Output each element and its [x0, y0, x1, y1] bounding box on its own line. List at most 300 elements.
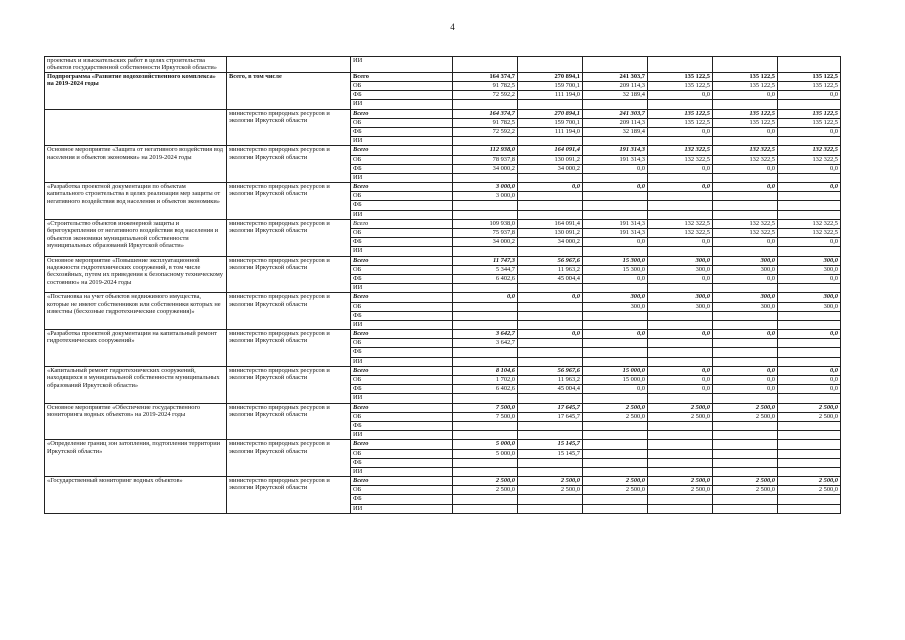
amount-cell: 34 000,2 — [518, 164, 583, 173]
amount-cell — [713, 247, 778, 256]
amount-cell: 2 500,0 — [648, 403, 713, 412]
amount-cell: 135 122,5 — [713, 72, 778, 81]
amount-cell — [518, 357, 583, 366]
amount-cell: 112 938,0 — [453, 146, 518, 155]
table-row — [45, 219, 841, 228]
amount-cell — [453, 421, 518, 430]
amount-cell: 300,0 — [583, 293, 648, 302]
activity-description: «Капитальный ремонт гидротехнических сооружений, находящихся в муниципальной собственности муниципальных образований Иркутской области» — [45, 366, 227, 403]
amount-cell: 15 300,0 — [583, 256, 648, 265]
amount-cell: 2 500,0 — [583, 403, 648, 412]
amount-cell — [453, 348, 518, 357]
amount-cell — [713, 339, 778, 348]
amount-cell — [648, 192, 713, 201]
amount-cell — [583, 210, 648, 219]
responsible-executor: министерство природных ресурсов и экологии Иркутской области — [227, 366, 351, 403]
amount-cell: 11 963,2 — [518, 265, 583, 274]
amount-cell — [583, 440, 648, 449]
amount-cell: 78 937,8 — [453, 155, 518, 164]
amount-cell — [518, 201, 583, 210]
amount-cell — [648, 348, 713, 357]
amount-cell: 135 122,5 — [778, 82, 841, 91]
amount-cell — [453, 137, 518, 146]
amount-cell — [648, 247, 713, 256]
amount-cell: 300,0 — [778, 265, 841, 274]
amount-cell: 32 189,4 — [583, 91, 648, 100]
amount-cell: 8 104,6 — [453, 366, 518, 375]
amount-cell: 300,0 — [713, 302, 778, 311]
funding-source: ФБ — [351, 238, 453, 247]
amount-cell — [778, 394, 841, 403]
amount-cell: 91 782,5 — [453, 82, 518, 91]
amount-cell — [778, 57, 841, 73]
amount-cell — [648, 311, 713, 320]
funding-source: ФБ — [351, 348, 453, 357]
amount-cell — [518, 495, 583, 504]
amount-cell: 0,0 — [713, 127, 778, 136]
amount-cell — [648, 57, 713, 73]
amount-cell: 1 702,0 — [453, 376, 518, 385]
amount-cell: 135 122,5 — [778, 72, 841, 81]
amount-cell: 0,0 — [713, 366, 778, 375]
funding-source: ФБ — [351, 127, 453, 136]
amount-cell — [713, 421, 778, 430]
amount-cell — [778, 348, 841, 357]
table-row — [45, 403, 841, 412]
funding-source: ОБ — [351, 82, 453, 91]
amount-cell — [778, 339, 841, 348]
amount-cell: 135 122,5 — [713, 109, 778, 118]
funding-source: ФБ — [351, 421, 453, 430]
amount-cell: 270 894,1 — [518, 72, 583, 81]
funding-source: ИИ — [351, 100, 453, 109]
amount-cell: 130 091,2 — [518, 155, 583, 164]
amount-cell — [713, 458, 778, 467]
amount-cell — [778, 247, 841, 256]
amount-cell — [518, 247, 583, 256]
amount-cell: 0,0 — [713, 91, 778, 100]
amount-cell — [453, 210, 518, 219]
funding-source: Всего — [351, 477, 453, 486]
funding-source: ОБ — [351, 449, 453, 458]
funding-source: ОБ — [351, 302, 453, 311]
amount-cell — [518, 458, 583, 467]
amount-cell: 111 194,0 — [518, 127, 583, 136]
amount-cell: 2 500,0 — [648, 412, 713, 421]
funding-source: ИИ — [351, 320, 453, 329]
amount-cell: 45 004,4 — [518, 274, 583, 283]
amount-cell: 111 194,0 — [518, 91, 583, 100]
table-row — [45, 183, 841, 192]
amount-cell — [713, 495, 778, 504]
amount-cell — [453, 173, 518, 182]
amount-cell: 3 642,7 — [453, 339, 518, 348]
amount-cell: 0,0 — [583, 238, 648, 247]
amount-cell: 6 402,6 — [453, 385, 518, 394]
amount-cell — [778, 100, 841, 109]
activity-description: «Постановка на учет объектов недвижимого имущества, которые не имеют собственников или собственники которых не известны (бесхозные гидротехнические сооружения)» — [45, 293, 227, 330]
amount-cell — [713, 100, 778, 109]
amount-cell — [453, 431, 518, 440]
amount-cell: 2 500,0 — [778, 477, 841, 486]
amount-cell — [778, 192, 841, 201]
funding-source: ФБ — [351, 164, 453, 173]
amount-cell — [583, 348, 648, 357]
table-row — [45, 256, 841, 265]
amount-cell: 0,0 — [583, 330, 648, 339]
responsible-executor: министерство природных ресурсов и экологии Иркутской области — [227, 330, 351, 367]
amount-cell — [713, 320, 778, 329]
amount-cell: 300,0 — [648, 293, 713, 302]
amount-cell — [713, 201, 778, 210]
funding-source: ФБ — [351, 495, 453, 504]
amount-cell: 132 322,5 — [648, 219, 713, 228]
amount-cell — [583, 57, 648, 73]
table-row — [45, 57, 841, 73]
amount-cell — [778, 357, 841, 366]
amount-cell: 0,0 — [518, 330, 583, 339]
activity-description: Основное мероприятие «Повышение эксплуатационной надежности гидротехнических сооружений, в том числе бесхозяйных, путем их приведения к безопасному техническому состоянию» на 2019-2024 годы — [45, 256, 227, 293]
amount-cell — [518, 210, 583, 219]
amount-cell — [453, 100, 518, 109]
amount-cell: 0,0 — [648, 330, 713, 339]
amount-cell — [583, 495, 648, 504]
funding-source: Всего — [351, 109, 453, 118]
amount-cell — [453, 357, 518, 366]
amount-cell — [583, 284, 648, 293]
amount-cell: 132 322,5 — [778, 146, 841, 155]
amount-cell: 0,0 — [778, 164, 841, 173]
amount-cell: 0,0 — [583, 274, 648, 283]
amount-cell — [778, 320, 841, 329]
amount-cell — [778, 284, 841, 293]
amount-cell — [648, 449, 713, 458]
amount-cell: 300,0 — [713, 256, 778, 265]
amount-cell — [648, 100, 713, 109]
amount-cell: 135 122,5 — [648, 72, 713, 81]
amount-cell — [778, 495, 841, 504]
amount-cell — [713, 192, 778, 201]
amount-cell: 2 500,0 — [778, 403, 841, 412]
amount-cell: 56 967,6 — [518, 366, 583, 375]
amount-cell: 11 747,3 — [453, 256, 518, 265]
amount-cell: 0,0 — [648, 385, 713, 394]
responsible-executor: Всего, в том числе — [227, 72, 351, 109]
amount-cell: 5 000,0 — [453, 440, 518, 449]
funding-source: ФБ — [351, 201, 453, 210]
table-row — [45, 72, 841, 81]
amount-cell — [648, 320, 713, 329]
amount-cell: 132 322,5 — [778, 229, 841, 238]
amount-cell: 2 500,0 — [583, 412, 648, 421]
funding-source: Всего — [351, 366, 453, 375]
amount-cell: 132 322,5 — [713, 229, 778, 238]
amount-cell: 6 402,6 — [453, 274, 518, 283]
amount-cell: 300,0 — [778, 302, 841, 311]
funding-source: ИИ — [351, 504, 453, 513]
amount-cell — [583, 247, 648, 256]
amount-cell: 300,0 — [778, 293, 841, 302]
funding-source: ОБ — [351, 339, 453, 348]
amount-cell: 300,0 — [778, 256, 841, 265]
funding-source: ИИ — [351, 137, 453, 146]
amount-cell: 45 004,4 — [518, 385, 583, 394]
amount-cell: 32 189,4 — [583, 127, 648, 136]
amount-cell: 2 500,0 — [518, 477, 583, 486]
amount-cell — [583, 458, 648, 467]
amount-cell: 75 937,8 — [453, 229, 518, 238]
amount-cell: 0,0 — [778, 330, 841, 339]
amount-cell: 0,0 — [518, 183, 583, 192]
amount-cell: 72 592,2 — [453, 127, 518, 136]
amount-cell: 2 500,0 — [713, 486, 778, 495]
amount-cell: 34 000,2 — [453, 164, 518, 173]
amount-cell — [518, 467, 583, 476]
amount-cell — [583, 137, 648, 146]
amount-cell: 0,0 — [648, 183, 713, 192]
amount-cell — [648, 421, 713, 430]
amount-cell: 191 314,3 — [583, 146, 648, 155]
funding-source: Всего — [351, 256, 453, 265]
amount-cell — [648, 284, 713, 293]
funding-source: ОБ — [351, 155, 453, 164]
amount-cell: 3 642,7 — [453, 330, 518, 339]
funding-source: Всего — [351, 146, 453, 155]
activity-description: «Определение границ зон затопления, подтопления территории Иркутской области» — [45, 440, 227, 477]
amount-cell: 0,0 — [778, 366, 841, 375]
amount-cell — [583, 467, 648, 476]
amount-cell: 209 114,3 — [583, 118, 648, 127]
amount-cell: 109 938,0 — [453, 219, 518, 228]
amount-cell: 72 592,2 — [453, 91, 518, 100]
amount-cell — [778, 210, 841, 219]
amount-cell: 0,0 — [648, 127, 713, 136]
funding-source: ИИ — [351, 210, 453, 219]
amount-cell — [518, 431, 583, 440]
funding-source: ОБ — [351, 486, 453, 495]
amount-cell: 15 300,0 — [583, 265, 648, 274]
activity-description: «Разработка проектной документации на капитальный ремонт гидротехнических сооружений» — [45, 330, 227, 367]
amount-cell — [453, 394, 518, 403]
funding-source: ОБ — [351, 192, 453, 201]
amount-cell: 2 500,0 — [713, 403, 778, 412]
amount-cell: 164 374,7 — [453, 72, 518, 81]
amount-cell: 0,0 — [648, 164, 713, 173]
funding-source: ОБ — [351, 376, 453, 385]
amount-cell: 164 091,4 — [518, 146, 583, 155]
amount-cell: 2 500,0 — [713, 477, 778, 486]
amount-cell — [713, 311, 778, 320]
amount-cell: 34 000,2 — [453, 238, 518, 247]
amount-cell — [518, 394, 583, 403]
amount-cell: 5 344,7 — [453, 265, 518, 274]
amount-cell: 132 322,5 — [648, 229, 713, 238]
responsible-executor: министерство природных ресурсов и экологии Иркутской области — [227, 403, 351, 440]
responsible-executor: министерство природных ресурсов и экологии Иркутской области — [227, 219, 351, 256]
amount-cell: 91 782,5 — [453, 118, 518, 127]
amount-cell: 191 314,3 — [583, 229, 648, 238]
amount-cell: 300,0 — [713, 265, 778, 274]
amount-cell: 0,0 — [713, 164, 778, 173]
amount-cell: 0,0 — [713, 274, 778, 283]
amount-cell: 0,0 — [778, 376, 841, 385]
amount-cell: 132 322,5 — [648, 155, 713, 164]
funding-source: Всего — [351, 293, 453, 302]
amount-cell: 3 000,0 — [453, 192, 518, 201]
funding-source: ИИ — [351, 394, 453, 403]
amount-cell: 132 322,5 — [778, 219, 841, 228]
amount-cell: 17 645,7 — [518, 403, 583, 412]
funding-source: ОБ — [351, 229, 453, 238]
amount-cell — [583, 173, 648, 182]
amount-cell: 2 500,0 — [583, 477, 648, 486]
amount-cell: 135 122,5 — [713, 118, 778, 127]
amount-cell — [583, 357, 648, 366]
amount-cell — [518, 504, 583, 513]
amount-cell — [583, 320, 648, 329]
amount-cell: 300,0 — [583, 302, 648, 311]
amount-cell — [518, 173, 583, 182]
amount-cell — [713, 357, 778, 366]
amount-cell — [713, 284, 778, 293]
amount-cell — [778, 173, 841, 182]
amount-cell — [778, 137, 841, 146]
amount-cell: 15 000,0 — [583, 376, 648, 385]
amount-cell — [453, 284, 518, 293]
amount-cell — [453, 247, 518, 256]
activity-description: «Государственный мониторинг водных объектов» — [45, 477, 227, 514]
amount-cell — [453, 311, 518, 320]
amount-cell: 2 500,0 — [648, 477, 713, 486]
amount-cell — [713, 210, 778, 219]
amount-cell — [713, 57, 778, 73]
funding-source: Всего — [351, 330, 453, 339]
amount-cell — [518, 320, 583, 329]
amount-cell — [453, 495, 518, 504]
amount-cell: 241 303,7 — [583, 109, 648, 118]
table-row — [45, 109, 841, 118]
amount-cell: 2 500,0 — [713, 412, 778, 421]
amount-cell — [583, 192, 648, 201]
funding-source: ОБ — [351, 412, 453, 421]
amount-cell: 300,0 — [648, 256, 713, 265]
amount-cell: 0,0 — [778, 183, 841, 192]
amount-cell: 300,0 — [648, 302, 713, 311]
amount-cell: 132 322,5 — [713, 146, 778, 155]
amount-cell — [713, 467, 778, 476]
funding-source: ИИ — [351, 467, 453, 476]
amount-cell — [453, 302, 518, 311]
amount-cell — [713, 449, 778, 458]
amount-cell — [648, 339, 713, 348]
responsible-executor: министерство природных ресурсов и экологии Иркутской области — [227, 146, 351, 183]
funding-source: ИИ — [351, 284, 453, 293]
amount-cell — [648, 431, 713, 440]
amount-cell — [713, 394, 778, 403]
amount-cell — [648, 357, 713, 366]
amount-cell: 300,0 — [713, 293, 778, 302]
amount-cell: 15 145,7 — [518, 440, 583, 449]
activity-description: Основное мероприятие «Обеспечение государственного мониторинга водных объектов» на 2019-2024 годы — [45, 403, 227, 440]
amount-cell: 209 114,3 — [583, 82, 648, 91]
funding-source: Всего — [351, 403, 453, 412]
amount-cell — [713, 504, 778, 513]
amount-cell: 0,0 — [713, 330, 778, 339]
table-row — [45, 293, 841, 302]
amount-cell: 2 500,0 — [583, 486, 648, 495]
amount-cell: 191 314,3 — [583, 155, 648, 164]
funding-source: ОБ — [351, 118, 453, 127]
responsible-executor — [227, 57, 351, 73]
amount-cell: 17 645,7 — [518, 412, 583, 421]
amount-cell: 15 000,0 — [583, 366, 648, 375]
funding-source: ФБ — [351, 311, 453, 320]
amount-cell: 0,0 — [648, 238, 713, 247]
amount-cell — [648, 173, 713, 182]
amount-cell — [583, 311, 648, 320]
amount-cell — [648, 495, 713, 504]
page-number: 4 — [450, 22, 455, 32]
amount-cell: 2 500,0 — [778, 486, 841, 495]
amount-cell — [648, 137, 713, 146]
amount-cell: 135 122,5 — [648, 118, 713, 127]
amount-cell: 0,0 — [453, 293, 518, 302]
amount-cell: 300,0 — [648, 265, 713, 274]
amount-cell: 132 322,5 — [713, 219, 778, 228]
amount-cell — [713, 431, 778, 440]
activity-description: Основное мероприятие «Защита от негативного воздействия вод населения и объектов экономики» на 2019-2024 годы — [45, 146, 227, 183]
amount-cell: 159 700,1 — [518, 118, 583, 127]
amount-cell — [453, 458, 518, 467]
amount-cell: 135 122,5 — [778, 118, 841, 127]
amount-cell: 0,0 — [648, 376, 713, 385]
amount-cell: 11 963,2 — [518, 376, 583, 385]
amount-cell: 0,0 — [583, 183, 648, 192]
activity-description — [45, 109, 227, 146]
table-row — [45, 330, 841, 339]
amount-cell: 135 122,5 — [648, 82, 713, 91]
amount-cell — [583, 201, 648, 210]
amount-cell — [778, 440, 841, 449]
amount-cell — [648, 458, 713, 467]
amount-cell — [453, 467, 518, 476]
amount-cell — [518, 339, 583, 348]
amount-cell — [713, 348, 778, 357]
amount-cell — [583, 100, 648, 109]
amount-cell — [518, 421, 583, 430]
amount-cell: 7 500,0 — [453, 412, 518, 421]
table-row — [45, 366, 841, 375]
amount-cell: 135 122,5 — [778, 109, 841, 118]
amount-cell: 164 091,4 — [518, 219, 583, 228]
amount-cell — [583, 449, 648, 458]
responsible-executor: министерство природных ресурсов и экологии Иркутской области — [227, 109, 351, 146]
amount-cell — [583, 339, 648, 348]
funding-source: Всего — [351, 183, 453, 192]
amount-cell: 0,0 — [583, 164, 648, 173]
amount-cell: 0,0 — [648, 274, 713, 283]
amount-cell: 5 000,0 — [453, 449, 518, 458]
amount-cell — [648, 394, 713, 403]
amount-cell — [518, 137, 583, 146]
responsible-executor: министерство природных ресурсов и экологии Иркутской области — [227, 183, 351, 220]
amount-cell: 159 700,1 — [518, 82, 583, 91]
amount-cell: 0,0 — [778, 238, 841, 247]
amount-cell: 0,0 — [778, 127, 841, 136]
amount-cell: 56 967,6 — [518, 256, 583, 265]
amount-cell: 2 500,0 — [453, 486, 518, 495]
amount-cell — [518, 348, 583, 357]
